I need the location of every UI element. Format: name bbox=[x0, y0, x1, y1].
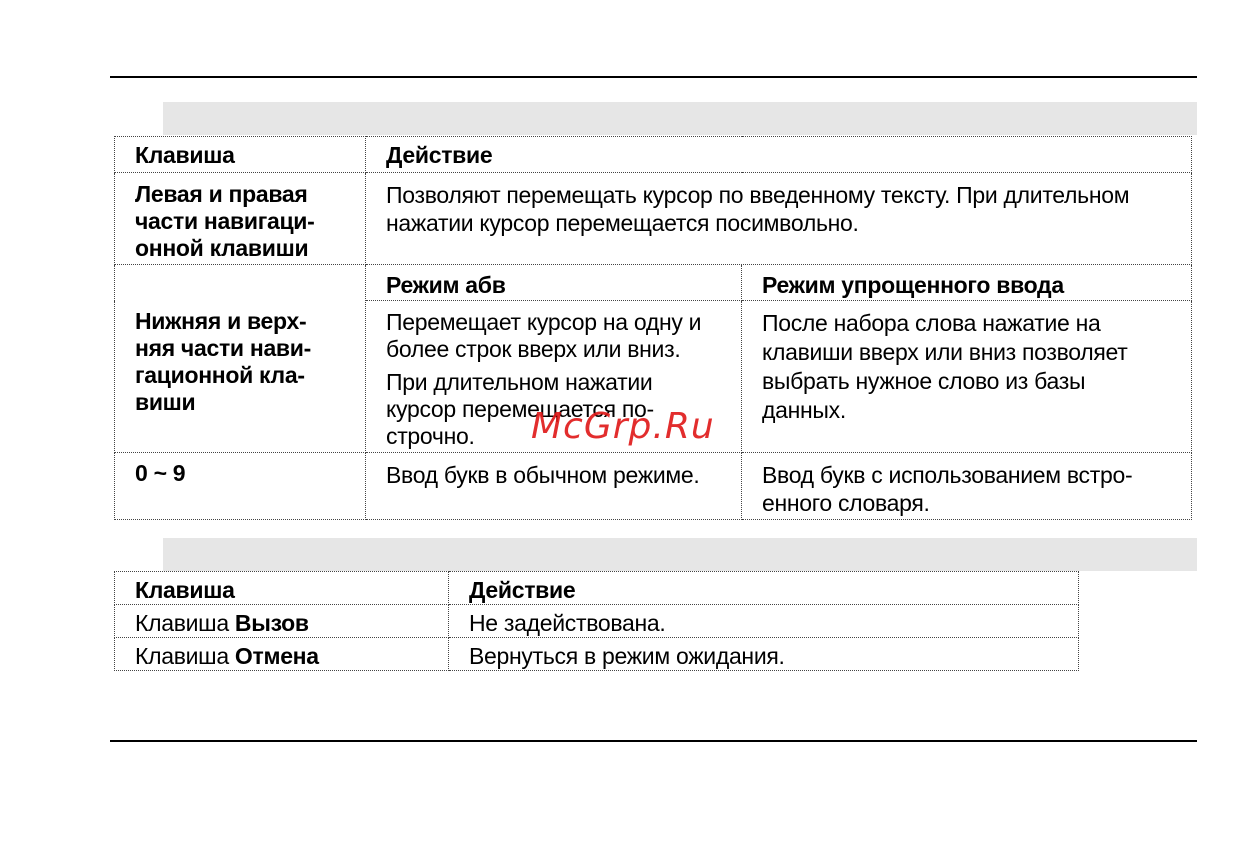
watermark: McGrp.Ru bbox=[531, 406, 715, 447]
table-header-row bbox=[115, 137, 1192, 173]
digits-mode-simplified: Ввод букв с использованием встро-енного словаря. bbox=[742, 453, 1192, 520]
key-name: Вызов bbox=[234, 610, 309, 636]
mode-simplified-text: После набора слова нажатие на клавиши вверх или вниз позволяет выбрать нужное слово из базы данных. bbox=[742, 301, 1192, 453]
action-call: Не задействована. bbox=[449, 605, 1079, 638]
top-rule bbox=[110, 76, 1197, 78]
table-row bbox=[115, 173, 1192, 265]
key-name: Отмена bbox=[234, 643, 319, 669]
header-action: Действие bbox=[366, 137, 1192, 173]
header-key: Клавиша bbox=[115, 137, 366, 173]
section-bar-1 bbox=[163, 102, 1197, 135]
table-row bbox=[115, 605, 1079, 638]
table-row bbox=[115, 265, 1192, 301]
key-call bbox=[115, 605, 449, 638]
mode-simplified-title: Режим упрощенного ввода bbox=[742, 265, 1192, 301]
key-prefix: Клавиша bbox=[135, 610, 235, 636]
call-keys-table bbox=[114, 571, 1079, 671]
action-cancel: Вернуться в режим ожидания. bbox=[449, 638, 1079, 671]
action-left-right: Позволяют перемещать курсор по введенному тексту. При длительном нажатии курсор перемещается посимвольно. bbox=[366, 173, 1192, 265]
section-bar-2 bbox=[163, 538, 1197, 571]
table-row bbox=[115, 638, 1079, 671]
navigation-keys-table bbox=[114, 136, 1192, 520]
key-cancel bbox=[115, 638, 449, 671]
key-prefix: Клавиша bbox=[135, 643, 235, 669]
digits-mode-abv: Ввод букв в обычном режиме. bbox=[366, 453, 742, 520]
header-key: Клавиша bbox=[115, 572, 449, 605]
mode-abv-text-2: При длительном нажатии курсор перемещается по-строчно. bbox=[386, 369, 654, 449]
table-header-row bbox=[115, 572, 1079, 605]
key-left-right: Левая и правая части навигаци-онной клавиши bbox=[115, 173, 366, 265]
mode-abv-title: Режим абв bbox=[366, 265, 742, 301]
bottom-rule bbox=[110, 740, 1197, 742]
table-row bbox=[115, 453, 1192, 520]
key-digits: 0 ~ 9 bbox=[115, 453, 366, 520]
header-action: Действие bbox=[449, 572, 1079, 605]
key-up-down: Нижняя и верх-няя части нави-гационной кла-виши bbox=[115, 265, 366, 453]
mode-abv-text-1: Перемещает курсор на одну и более строк вверх или вниз. bbox=[386, 309, 702, 362]
